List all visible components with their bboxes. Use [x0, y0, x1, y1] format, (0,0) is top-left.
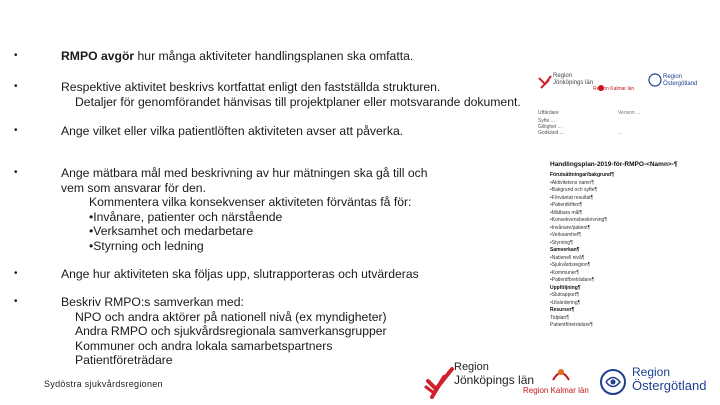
- thumb-item: •Mätbara mål¶: [550, 209, 583, 216]
- document-thumbnail: [528, 58, 720, 328]
- bullet-line: NPO och andra aktörer på nationell nivå (ex myndigheter): [75, 309, 387, 324]
- thumb-header-label: Godkänd ...: [538, 130, 564, 136]
- thumb-item: •Nationell nivå¶: [550, 254, 585, 261]
- jonkoping-logo-icon: [424, 363, 456, 399]
- bullet-dot: •: [14, 296, 18, 307]
- bullet-dot: •: [14, 125, 18, 136]
- thumb-item: •Utvärdering¶: [550, 299, 581, 306]
- thumb-item: •Aktivitetens namn¶: [550, 179, 594, 186]
- bullet-dot: •: [14, 50, 18, 61]
- bullet-text: [61, 295, 531, 368]
- bullet-bold-text: RMPO avgör: [61, 49, 135, 63]
- bullet-line: •Verksamhet och medarbetare: [89, 224, 254, 239]
- jonkoping-line2: Jönköpings län: [454, 373, 535, 387]
- thumb-item: •Sjukvårdsregion¶: [550, 262, 591, 268]
- thumb-header-label: Giltighet ...: [538, 124, 562, 130]
- thumb-item: Uppföljning¶: [550, 284, 581, 291]
- logo-region-jonkoping: [424, 361, 535, 401]
- thumb-item: Förutsättningar/bakgrund¶: [550, 172, 614, 178]
- thumb-item: •Bakgrund och syfte¶: [550, 187, 598, 193]
- thumb-item: •Verksamhet¶: [550, 232, 581, 238]
- logo-region-ostergotland: [598, 363, 720, 403]
- thumb-item: •Slutrapport¶: [550, 292, 579, 298]
- mini-logo-ostergotland: [663, 74, 697, 88]
- thumb-header-value: Version ...: [618, 110, 641, 116]
- bullet-line: •Invånare, patienter och närstående: [89, 209, 283, 224]
- thumb-item: •Kommuner¶: [550, 269, 579, 276]
- bullet-rest-text: hur många aktiviteter handlingsplanen ska omfatta.: [134, 49, 414, 63]
- bullet-line: Kommuner och andra lokala samarbetspartners: [75, 338, 333, 353]
- thumb-item: •Invånare/patient¶: [550, 224, 591, 231]
- bullet-text: [61, 49, 531, 64]
- bullet-text: [61, 124, 531, 139]
- mini-logo-kalmar: Region Kalmar län: [593, 86, 635, 92]
- bullet-text: [61, 80, 531, 109]
- thumbnail-logos: [535, 68, 715, 98]
- kalmar-label: Region Kalmar län: [523, 386, 589, 395]
- mini-jonkoping-line1: Region: [553, 73, 573, 79]
- kalmar-logo-icon: [523, 364, 599, 386]
- thumb-item: •Förväntat resultat¶: [550, 194, 594, 201]
- thumb-item: Resurser¶: [550, 307, 575, 313]
- bullet-line: •Styrning och ledning: [89, 238, 204, 253]
- mini-jonkoping-mark: [539, 76, 551, 88]
- thumb-item: Tidplan¶: [550, 314, 569, 321]
- logo-region-kalmar: [523, 364, 599, 400]
- thumb-item: •Patientlöften¶: [550, 202, 583, 208]
- thumb-item: •Patientföreträdare¶: [550, 277, 595, 283]
- ostergotland-logo-icon: [598, 367, 628, 397]
- bullet-line: Detaljer för genomförandet hänvisas till projektplaner eller motsvarande dokument.: [75, 94, 521, 109]
- mini-logo-jonkoping: [553, 73, 593, 87]
- mini-jonkoping-line2: Jönköpings län: [553, 80, 594, 86]
- bullet-line: Kommentera vilka konsekvenser aktiviteten förväntas få för:: [89, 195, 412, 210]
- ostergotland-line2: Östergötland: [632, 378, 707, 393]
- thumb-item: Patientföreträdare¶: [550, 322, 593, 328]
- bullet-line: Patientföreträdare: [75, 353, 173, 368]
- jonkoping-line1: Region: [454, 361, 489, 373]
- footer-region-name: Sydöstra sjukvårdsregionen: [44, 379, 163, 389]
- thumb-header-label: Utfärdare: [538, 110, 559, 116]
- ostergotland-line1: Region: [632, 365, 671, 379]
- thumb-item: •Konsekvensbeskrivning¶: [550, 217, 607, 223]
- thumb-item: •Styrning¶: [550, 239, 573, 246]
- bullet-dot: •: [14, 268, 18, 279]
- mini-ostergotland-line1: Region: [663, 74, 683, 80]
- bullet-line: Ange mätbara mål med beskrivning av hur mätningen ska gå till och: [61, 166, 428, 180]
- bullet-dot: •: [14, 167, 18, 178]
- thumb-header-value: ...: [618, 130, 623, 136]
- bullet-line: Respektive aktivitet beskrivs kortfattat enligt den fastställda strukturen.: [61, 80, 441, 94]
- thumb-item: Samverkan¶: [550, 247, 580, 253]
- bullet-dot: •: [14, 81, 18, 92]
- bullet-line: Beskriv RMPO:s samverkan med:: [61, 295, 244, 309]
- bullet-text: [61, 267, 531, 282]
- bullet-line: Ange hur aktiviteten ska följas upp, slutrapporteras och utvärderas: [61, 267, 419, 281]
- thumb-header-label: Syfte ...: [538, 118, 555, 124]
- bullet-line: Ange vilket eller vilka patientlöften aktiviteten avser att påverka.: [61, 124, 404, 138]
- thumb-title: Handlingsplan-2019-för-RMPO-<Namn>-¶: [550, 161, 678, 168]
- mini-ostergotland-mark: [649, 74, 661, 86]
- bullet-text: [61, 166, 531, 254]
- bullet-line: vem som ansvarar för den.: [61, 180, 206, 195]
- mini-ostergotland-line2: Östergötland: [663, 81, 698, 87]
- bullet-line: Andra RMPO och sjukvårdsregionala samverkansgrupper: [75, 324, 387, 339]
